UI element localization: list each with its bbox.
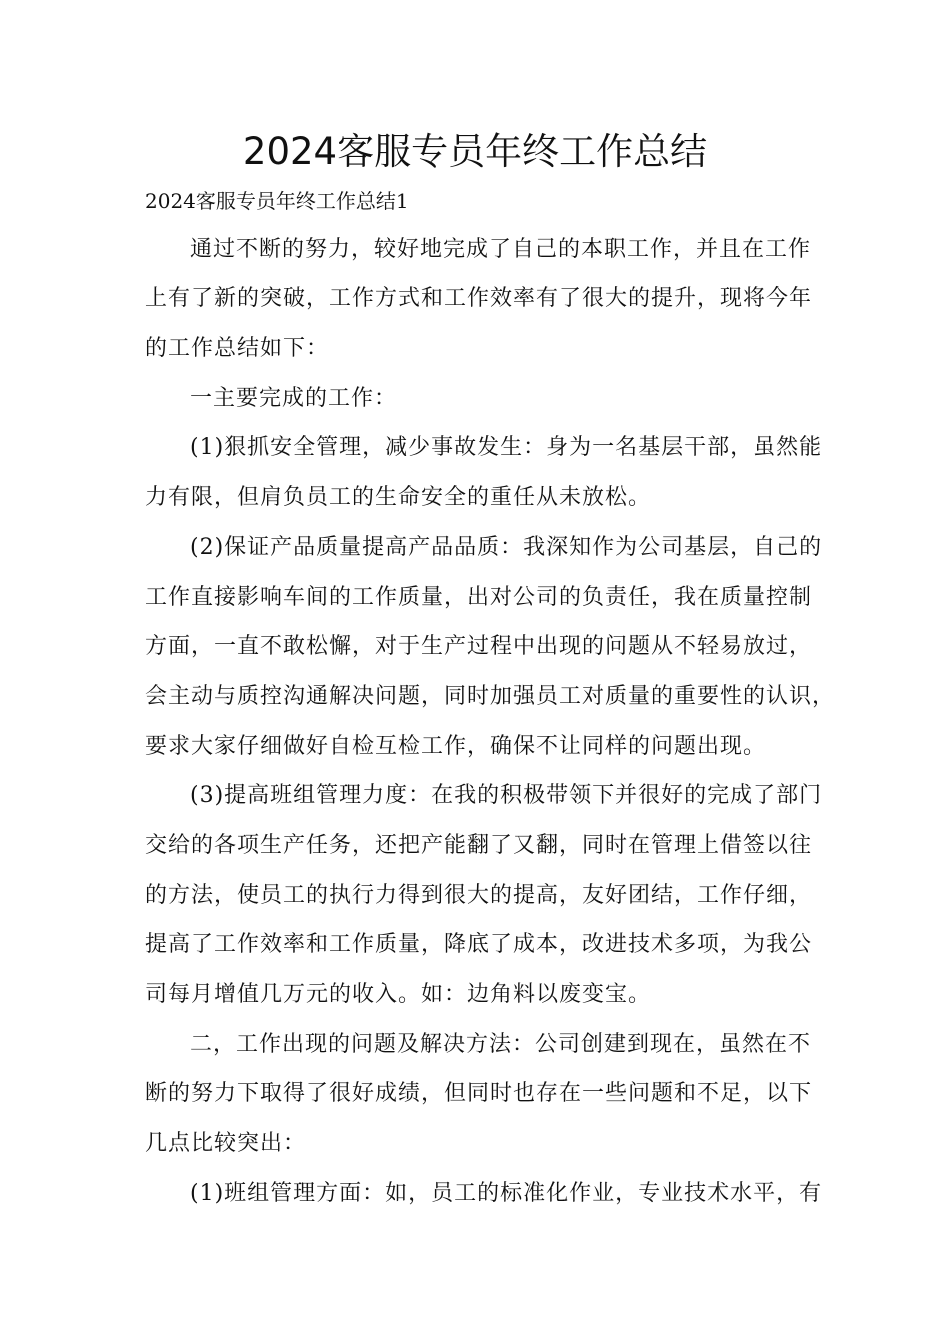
body-line-15: 提高了工作效率和工作质量，降底了成本，改进技术多项，为我公 bbox=[145, 932, 813, 957]
body-line-18: 断的努力下取得了很好成绩，但同时也存在一些问题和不足，以下 bbox=[145, 1081, 813, 1106]
body-line-16: 司每月增值几万元的收入。如：边角料以废变宝。 bbox=[145, 982, 652, 1007]
body-line-6: 力有限，但肩负员工的生命安全的重任从未放松。 bbox=[145, 485, 652, 510]
body-line-5: (1)狠抓安全管理，减少事故发生：身为一名基层干部，虽然能 bbox=[190, 435, 823, 460]
body-line-20: (1)班组管理方面：如，员工的标准化作业，专业技术水平，有 bbox=[190, 1181, 823, 1206]
body-line-8: 工作直接影响车间的工作质量，出对公司的负责任，我在质量控制 bbox=[145, 585, 813, 610]
body-line-7: (2)保证产品质量提高产品品质：我深知作为公司基层，自己的 bbox=[190, 535, 823, 560]
body-line-9: 方面，一直不敢松懈，对于生产过程中出现的问题从不轻易放过， bbox=[145, 634, 813, 659]
body-line-13: 交给的各项生产任务，还把产能翻了又翻，同时在管理上借签以往 bbox=[145, 833, 813, 858]
document-subtitle: 2024客服专员年终工作总结1 bbox=[145, 189, 409, 213]
section-heading-2: 二，工作出现的问题及解决方法：公司创建到现在，虽然在不 bbox=[190, 1032, 812, 1057]
body-line-1: 通过不断的努力，较好地完成了自己的本职工作，并且在工作 bbox=[190, 237, 812, 262]
body-line-14: 的方法，使员工的执行力得到很大的提高，友好团结，工作仔细， bbox=[145, 883, 813, 908]
body-line-19: 几点比较突出： bbox=[145, 1131, 307, 1156]
body-line-10: 会主动与质控沟通解决问题，同时加强员工对质量的重要性的认识， bbox=[145, 684, 836, 709]
body-line-2: 上有了新的突破，工作方式和工作效率有了很大的提升，现将今年 bbox=[145, 286, 813, 311]
body-line-3: 的工作总结如下： bbox=[145, 336, 330, 361]
section-heading-1: 一主要完成的工作： bbox=[190, 386, 398, 411]
document-title: 2024客服专员年终工作总结 bbox=[242, 130, 708, 173]
body-line-12: (3)提高班组管理力度：在我的积极带领下并很好的完成了部门 bbox=[190, 783, 823, 808]
body-line-11: 要求大家仔细做好自检互检工作，确保不让同样的问题出现。 bbox=[145, 734, 767, 759]
